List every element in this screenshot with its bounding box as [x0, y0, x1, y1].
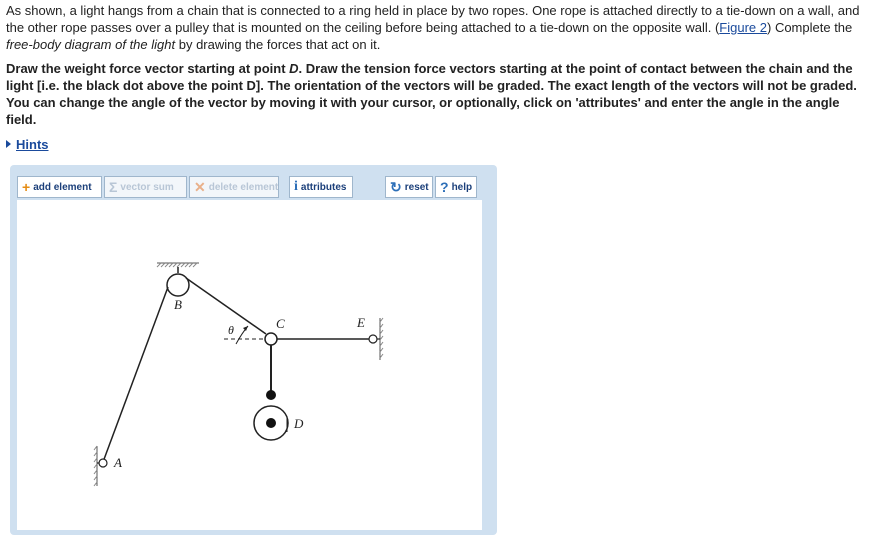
hints-label: Hints [16, 137, 49, 152]
info-icon: i [294, 179, 298, 194]
intro-text-end: by drawing the forces that act on it. [175, 37, 381, 52]
task-point-label: D [289, 61, 299, 76]
label-b: B [174, 297, 182, 312]
reset-icon: ↻ [390, 179, 402, 195]
rope-a [103, 287, 168, 462]
intro-text-2: ) Complete the [767, 20, 853, 35]
label-d: D [294, 416, 304, 431]
task-text: Draw the weight force vector starting at point [6, 61, 290, 76]
close-icon: ✕ [194, 179, 206, 195]
arrow-icon [243, 326, 248, 331]
intro-italic-text: free-body diagram of the light [6, 37, 176, 52]
label-e: E [357, 315, 365, 330]
tie-down-e [369, 318, 383, 360]
plus-icon: + [22, 179, 31, 195]
pulley [167, 274, 189, 296]
attributes-label: attributes [300, 181, 347, 193]
delete-element-label: delete element [208, 181, 279, 193]
tie-down-a [94, 446, 107, 486]
figure-2-link[interactable]: Figure 2 [719, 20, 767, 35]
help-label: help [451, 181, 473, 193]
reset-label: reset [404, 181, 429, 193]
task-text-2: . Draw the tension force vectors starting at the point of contact between the chain and the light [i.e. the black dot above the point D]. The orientation of the vectors will be graded. The exact length of the vectors will not be graded. You can change the angle of the vector by moving it with your cursor, or optionally, click on 'attributes' and enter the angle in the angle field. [6, 61, 857, 127]
ring-c [265, 333, 277, 345]
help-icon: ? [440, 179, 449, 195]
label-theta: θ [228, 323, 234, 337]
intro-text: As shown, a light hangs from a chain that is connected to a ring held in place by two ropes. One rope is attached directly to a tie-down on a wall, and the other rope passes over a pulley that is mounted on the ceiling before being attached to a tie-down on the opposite wall. ( [6, 3, 860, 35]
label-a: A [114, 455, 122, 470]
rope-b [186, 278, 266, 334]
chain-contact-point [266, 390, 276, 400]
sigma-icon: Σ [109, 179, 118, 195]
point-d [266, 418, 276, 428]
ceiling-support [157, 263, 199, 267]
add-element-label: add element [33, 181, 92, 193]
label-c: C [276, 316, 285, 331]
vector-sum-label: vector sum [120, 181, 174, 193]
